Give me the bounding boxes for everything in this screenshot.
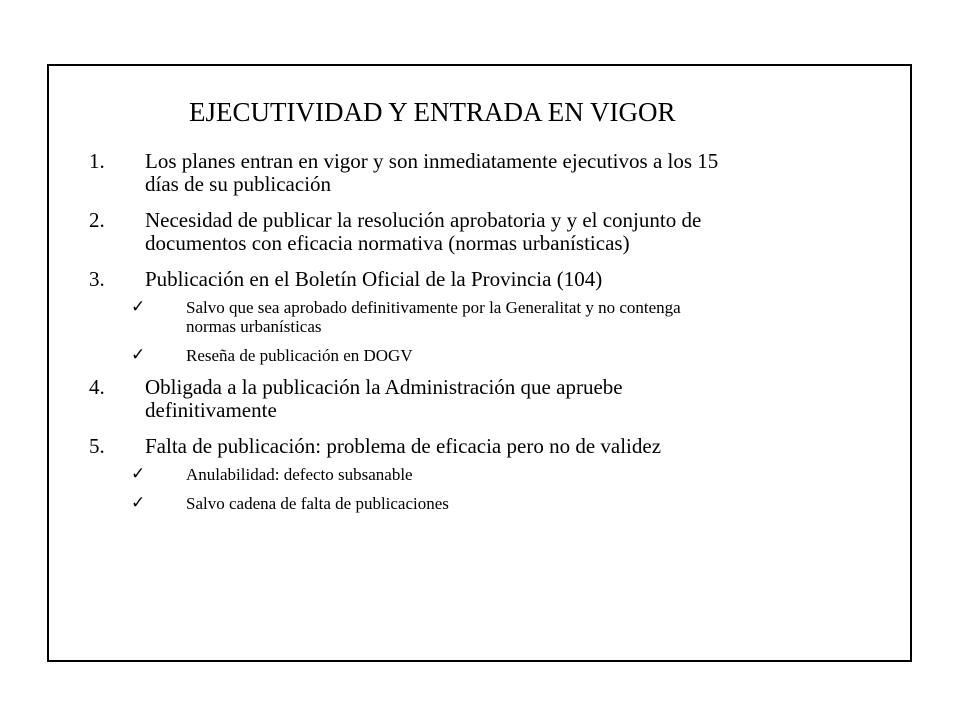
text-line: Salvo cadena de falta de publicaciones xyxy=(186,494,449,513)
checkmark-icon: ✓ xyxy=(131,297,146,317)
sub-item-text xyxy=(186,346,896,365)
text-line: definitivamente xyxy=(145,398,277,422)
slide-title: EJECUTIVIDAD Y ENTRADA EN VIGOR xyxy=(189,97,676,127)
checkmark-icon: ✓ xyxy=(131,345,146,365)
text-line: documentos con eficacia normativa (normas urbanísticas) xyxy=(145,231,630,255)
list-number: 1. xyxy=(89,149,105,173)
list-number: 4. xyxy=(89,375,105,399)
list-item-text xyxy=(145,376,895,422)
checkmark-icon: ✓ xyxy=(131,464,146,484)
sub-item-text xyxy=(186,298,896,336)
list-item-text xyxy=(145,209,895,255)
checkmark-icon: ✓ xyxy=(131,493,146,513)
list-number: 2. xyxy=(89,208,105,232)
sub-item-text xyxy=(186,494,896,513)
text-line: Publicación en el Boletín Oficial de la Provincia (104) xyxy=(145,267,603,291)
sub-item-text xyxy=(186,465,896,484)
text-line: normas urbanísticas xyxy=(186,317,322,336)
list-number: 5. xyxy=(89,434,105,458)
text-line: Reseña de publicación en DOGV xyxy=(186,346,413,365)
list-item-text xyxy=(145,150,895,196)
list-item-text xyxy=(145,435,895,458)
text-line: Obligada a la publicación la Administración que apruebe xyxy=(145,375,623,399)
text-line: Necesidad de publicar la resolución aprobatoria y y el conjunto de xyxy=(145,208,702,232)
text-line: Salvo que sea aprobado definitivamente por la Generalitat y no contenga xyxy=(186,298,681,317)
text-line: Anulabilidad: defecto subsanable xyxy=(186,465,413,484)
text-line: Falta de publicación: problema de eficacia pero no de validez xyxy=(145,434,662,458)
text-line: Los planes entran en vigor y son inmediatamente ejecutivos a los 15 xyxy=(145,149,719,173)
list-item-text xyxy=(145,268,895,291)
text-line: días de su publicación xyxy=(145,172,332,196)
list-number: 3. xyxy=(89,267,105,291)
